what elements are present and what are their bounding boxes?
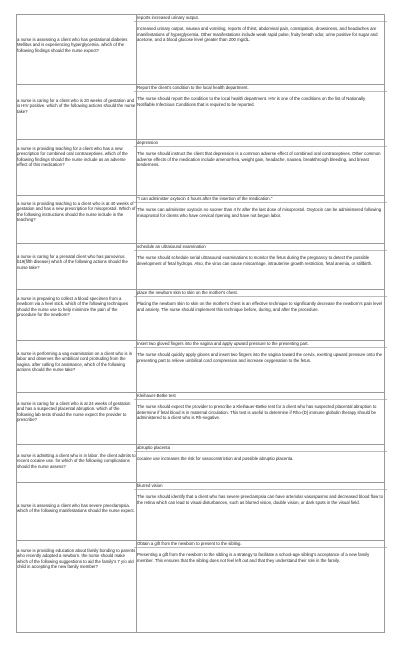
answer-divider [134,347,387,348]
answer-cell [137,290,385,341]
question-text: a nurse is providing teaching for a client who has a new prescription for combined oral contraceptives. which of the following findings should the nurse include as an adverse effect of this medication? [17,146,128,167]
explanation-text: The nurse can administer oxytocin no sooner than 4 hr after the last dose of misoprostol. Oxytocin can be administered following misoprostol for clients who have cervical ripening and have not begun labor. [137,207,382,218]
answer-text: Report the client's condition to the local health department. [137,85,249,90]
question-cell [17,85,137,140]
explanation-text: cocaine use increases the risk for vasoconstriction and possible abruptio placenta. [137,456,294,462]
table-row [17,541,385,633]
answer-cell [137,541,385,633]
table-row [17,15,385,85]
question-text: a nurse is admitting a client who is in labor. the client admits to recent cocaine use. for which of the following complications should the nurse assess? [17,453,136,469]
table-row [17,290,385,341]
table-row [17,445,385,483]
answer-text: Insert two gloved fingers into the vagina and apply upward pressure to the presenting part. [137,341,309,346]
answer-divider [134,489,387,490]
answer-divider [134,296,387,297]
answer-text: place the newborn skin to skin on the mother's chest. [137,290,238,295]
question-text: a nurse is caring for a client who is at 24 weeks of gestation and has a suspected placental abruption. which of the following lab tests should the nurse expect the provider to prescribe? [17,401,131,422]
table-row [17,244,385,290]
explanation-text: The nurse should report the condition to the local health department. HIV is one of the conditions on the list of Nationally Notifiable Infectious Conditions that is required to be reported. [137,96,366,107]
question-text: a nurse is providing teaching to a client who is at 40 weeks of gestation and has a new prescription for misoprostol. Which of the following instructions should the nurse include in the teaching? [17,201,136,222]
question-cell [17,393,137,445]
answer-divider [134,399,387,400]
answer-cell [137,140,385,196]
answer-text: blurred vision [137,483,163,488]
answer-divider [134,91,387,92]
answer-divider [134,451,387,452]
question-cell [17,341,137,393]
table-row [17,393,385,445]
question-cell [17,196,137,244]
explanation-text: Presenting a gift from the newborn to the sibling is a strategy to facilitate a school-age sibling's acceptance of a new family member. This ensures that the sibling does not feel left out and that they understand their role in the family. [137,552,370,563]
explanation-text: Placing the newborn skin to skin on the mother's chest is an effective technique to significantly decrease the newborn's pain level and anxiety. The nurse should implement this technique before, during, and after the procedure. [137,301,382,312]
question-text: a nurse is caring for a prenatal client who has parvovirus b19(fifth disease) which of the following actions should the nurse take? [17,254,128,270]
answer-text: Obtain a gift from the newborn to present to the sibling. [137,541,242,546]
table-row [17,140,385,196]
explanation-text: The nurse should quickly apply gloves and insert two fingers into the vagina toward the cervix, exerting upward pressure onto the presenting part to relieve umbilical cord compression and increase oxygenation to the fetus. [137,352,383,363]
table-body [17,15,385,633]
question-cell [17,483,137,541]
answer-text: "I can administer oxytocin 4 hours after the insertion of the medication." [137,196,273,201]
question-text: a nurse is providing education about family bonding to parents who recently adopted a newborn. the nurse should make which of the following suggestions to aid the family's 7 y/o old child in accepting the new family member? [17,548,136,569]
explanation-text: The nurse should expect the provider to prescribe a Kleihauer-Betke test for a client who has suspected placental abruption to determine if fetal blood is in maternal circulation. This test is useful to determine if Rho-(D) immune globulin therapy should be administered to a client who is Rh-negative. [137,404,377,420]
question-cell [17,445,137,483]
answer-text: depression [137,140,159,145]
table-row [17,85,385,140]
table-row [17,196,385,244]
question-text: a nurse is performing a vag examination on a client who is in labor and observes the umbilical cord protruding from the vagina. after calling for assistance, which of the following actions should the nurse take? [17,351,133,372]
answer-divider [134,146,387,147]
explanation-text: Increased urinary output, nausea and vomiting, reports of thirst, abdominal pain, constipation, drowsiness, and headaches are manifestations of hyperglycemia. Other manifestations include weak rapid pulse, fruity breath odor, urine positive for sugar and acetone, and a blood glucose level greater than 200 mg/dL. [137,26,378,42]
answer-divider [134,547,387,548]
answer-cell [137,341,385,393]
question-cell [17,244,137,290]
explanation-text: The nurse should schedule serial ultrasound examinations to monitor the fetus during the pregnancy to detect the possible development of fetal hydrops. Also, the virus can cause miscarriage, intrauterine growth restriction, fetal anemia, or stillbirth. [137,255,373,266]
answer-cell [137,85,385,140]
answer-text: abruptio placenta [137,445,170,450]
explanation-text: The nurse should instruct the client that depression is a common adverse effect of combined oral contraceptives. Other common adverse effects of the medication include amenorrhea, weight gain, headache, nausea, breakthrough bleeding, and breast tenderness. [137,151,381,167]
answer-divider [134,21,387,22]
answer-text: schedule an ultrasound examination [137,244,206,249]
question-cell [17,140,137,196]
answer-text: reports increased urinary output. [137,15,199,20]
answer-divider [134,250,387,251]
question-text: a nurse is preparing to collect a blood specimen from a newborn via a heel stick. which of the following techniques should the nurse use to help minimize the pain of the procedure for the newborn? [17,296,129,317]
table-row [17,483,385,541]
question-text: a nurse is assessing a client who has gestational diabetes Mellitus and is experiencing hyperglycemia. which of the following findings should the nurse expect? [17,37,128,53]
question-cell [17,290,137,341]
question-text: a nurse is assessing a client who has severe preeclampsia. which of the following manifestations should the nurse expect. [17,503,135,514]
answer-divider [134,202,387,203]
answer-cell [137,483,385,541]
answer-cell [137,196,385,244]
answer-cell [137,393,385,445]
answer-text: Kleihauer-Betke test [137,393,176,398]
explanation-text: The nurse should identify that a client who has severe preeclampsia can have arteriolar vasospasms and decreased blood flow to the retina which can lead to visual disturbances, such as blurred vision, double vision, or dark spots in the visual field. [137,494,384,505]
answer-cell [137,244,385,290]
question-text: a nurse is caring for a client who is 20 weeks of gestation and is HIV positive. which of the following actions should the nurse take? [17,98,136,114]
answer-cell [137,445,385,483]
table-row [17,341,385,393]
answer-cell [137,15,385,85]
question-cell [17,541,137,633]
question-answer-table [16,14,385,633]
question-cell [17,15,137,85]
